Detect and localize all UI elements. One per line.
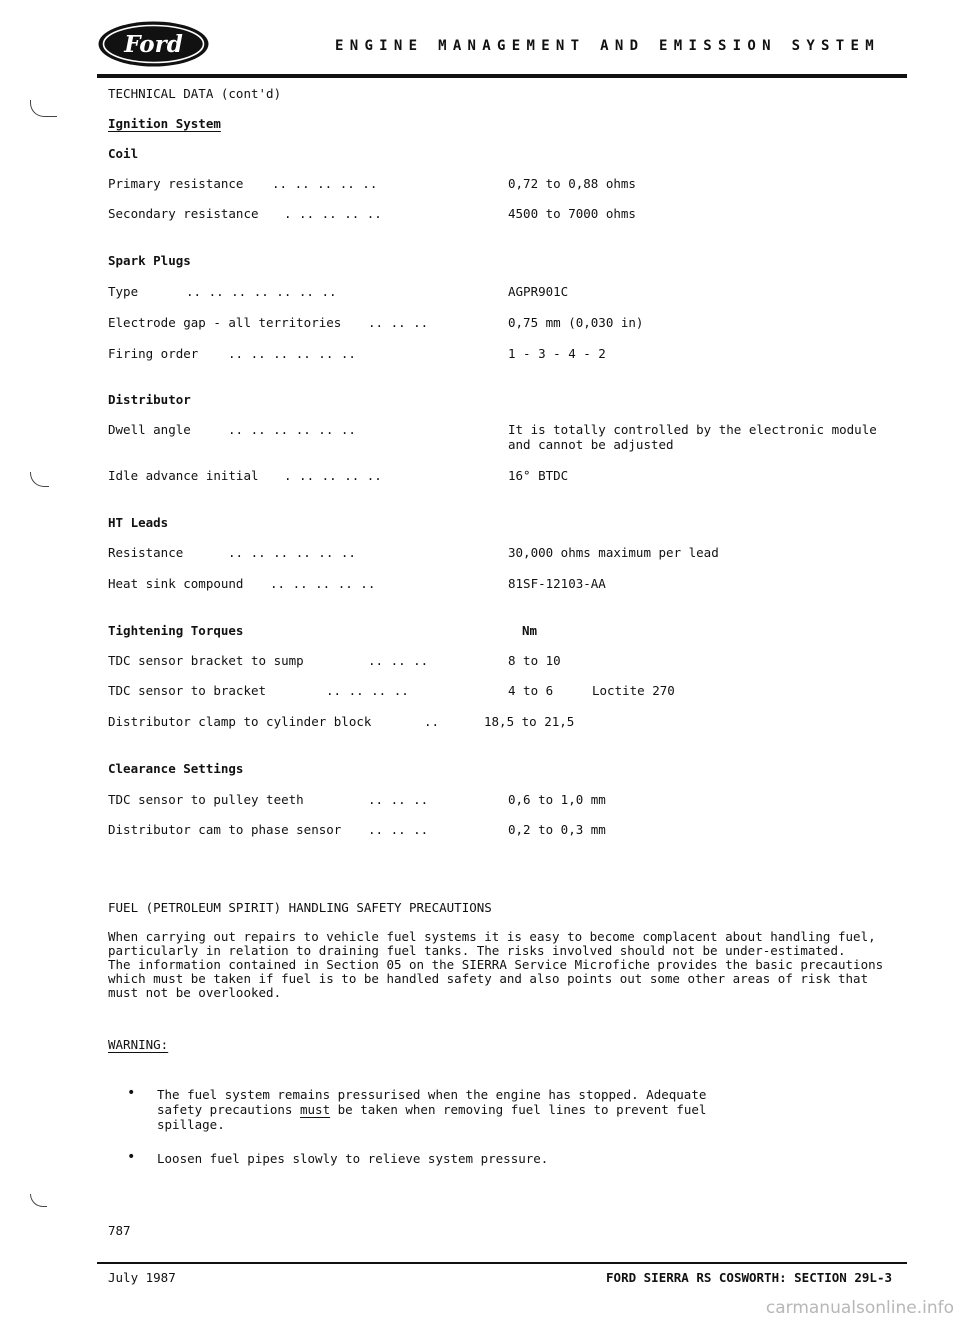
ignition-system-title: Ignition System xyxy=(108,116,221,131)
margin-mark xyxy=(30,472,49,487)
spec-value: 0,72 to 0,88 ohms xyxy=(508,176,636,191)
footer-section: FORD SIERRA RS COSWORTH: SECTION 29L-3 xyxy=(606,1270,892,1285)
leader-dots: .. .. .. .. .. .. xyxy=(228,346,356,361)
warning-bullet-1-line-2 xyxy=(157,1102,706,1117)
clearance-settings-title: Clearance Settings xyxy=(108,761,244,776)
spec-value: 16° BTDC xyxy=(508,468,569,483)
spec-value: AGPR901C xyxy=(508,284,569,299)
leader-dots: .. .. .. xyxy=(368,822,429,837)
fuel-safety-paragraph: When carrying out repairs to vehicle fuel systems it is easy to become complacent about handling fuel, particularly in relation to draining fuel tanks. The risks involved should not be under-estimated. The information contained in Section 05 on the SIERRA Service Microfiche provides the basic precautions which must be taken if fuel is to be handled safety and also points out some other areas of risk that must not be overlooked. xyxy=(108,929,884,1000)
page-number: 787 xyxy=(108,1223,131,1238)
ford-logo-text: Ford xyxy=(124,31,183,58)
spec-label: Heat sink compound xyxy=(108,576,244,591)
warning-label: WARNING: xyxy=(108,1037,169,1052)
spec-label: TDC sensor to pulley teeth xyxy=(108,792,304,807)
spec-note: Loctite 270 xyxy=(592,683,675,698)
leader-dots: .. .. .. .. .. xyxy=(270,576,376,591)
spec-label: Distributor clamp to cylinder block xyxy=(108,714,372,729)
spec-value: 81SF-12103-AA xyxy=(508,576,606,591)
spec-label: Primary resistance xyxy=(108,176,244,191)
warning-text: be taken when removing fuel lines to prevent fuel xyxy=(330,1102,707,1117)
emphasis-must: must xyxy=(300,1102,331,1117)
spec-label: Secondary resistance xyxy=(108,206,259,221)
leader-dots: .. .. .. .. .. xyxy=(272,176,378,191)
ford-logo xyxy=(97,20,210,68)
warning-bullet-2: Loosen fuel pipes slowly to relieve system pressure. xyxy=(157,1151,549,1166)
header-rule xyxy=(97,74,907,78)
warning-text: safety precautions xyxy=(157,1102,300,1117)
leader-dots: . .. .. .. .. xyxy=(284,468,382,483)
spec-label: Resistance xyxy=(108,545,184,560)
margin-mark xyxy=(30,1194,47,1207)
leader-dots: .. .. .. .. .. .. xyxy=(228,545,356,560)
spec-value: 30,000 ohms maximum per lead xyxy=(508,545,719,560)
leader-dots: .. .. .. .. .. .. xyxy=(228,422,356,437)
coil-title: Coil xyxy=(108,146,139,161)
spec-label: Type xyxy=(108,284,139,299)
spec-label: Dwell angle xyxy=(108,422,191,437)
spec-value: 4500 to 7000 ohms xyxy=(508,206,636,221)
footer-rule xyxy=(97,1262,907,1264)
spec-value: 0,6 to 1,0 mm xyxy=(508,792,606,807)
leader-dots: .. xyxy=(424,714,440,729)
margin-mark xyxy=(30,100,57,117)
spec-value: 18,5 to 21,5 xyxy=(484,714,575,729)
leader-dots: .. .. .. xyxy=(368,315,429,330)
leader-dots: .. .. .. xyxy=(368,792,429,807)
spark-plugs-title: Spark Plugs xyxy=(108,253,191,268)
leader-dots: .. .. .. .. .. .. .. xyxy=(186,284,337,299)
spec-label: Electrode gap - all territories xyxy=(108,315,342,330)
distributor-title: Distributor xyxy=(108,392,191,407)
leader-dots: .. .. .. xyxy=(368,653,429,668)
spec-label: Firing order xyxy=(108,346,199,361)
spec-label: TDC sensor to bracket xyxy=(108,683,267,698)
spec-value-continued: and cannot be adjusted xyxy=(508,437,674,452)
bullet-icon: • xyxy=(127,1085,136,1101)
leader-dots: . .. .. .. .. xyxy=(284,206,382,221)
warning-bullet-1-line-3: spillage. xyxy=(157,1117,225,1132)
tightening-torques-title: Tightening Torques xyxy=(108,623,244,638)
header-title: ENGINE MANAGEMENT AND EMISSION SYSTEM xyxy=(335,38,880,54)
ht-leads-title: HT Leads xyxy=(108,515,169,530)
footer-date: July 1987 xyxy=(108,1270,176,1285)
technical-data-title: TECHNICAL DATA (cont'd) xyxy=(108,86,282,101)
torque-unit: Nm xyxy=(522,623,538,638)
spec-label: Idle advance initial xyxy=(108,468,259,483)
spec-value: 1 - 3 - 4 - 2 xyxy=(508,346,606,361)
spec-label: Distributor cam to phase sensor xyxy=(108,822,342,837)
spec-value: 0,75 mm (0,030 in) xyxy=(508,315,644,330)
spec-value: 8 to 10 xyxy=(508,653,561,668)
watermark: carmanualsonline.info xyxy=(765,1298,954,1318)
spec-value: 4 to 6 xyxy=(508,683,554,698)
spec-label: TDC sensor bracket to sump xyxy=(108,653,304,668)
warning-bullet-1-line-1: The fuel system remains pressurised when the engine has stopped. Adequate xyxy=(157,1087,707,1102)
leader-dots: .. .. .. .. xyxy=(326,683,409,698)
spec-value: It is totally controlled by the electronic module xyxy=(508,422,877,437)
spec-value: 0,2 to 0,3 mm xyxy=(508,822,606,837)
fuel-safety-title: FUEL (PETROLEUM SPIRIT) HANDLING SAFETY PRECAUTIONS xyxy=(108,900,492,915)
bullet-icon: • xyxy=(127,1149,136,1165)
